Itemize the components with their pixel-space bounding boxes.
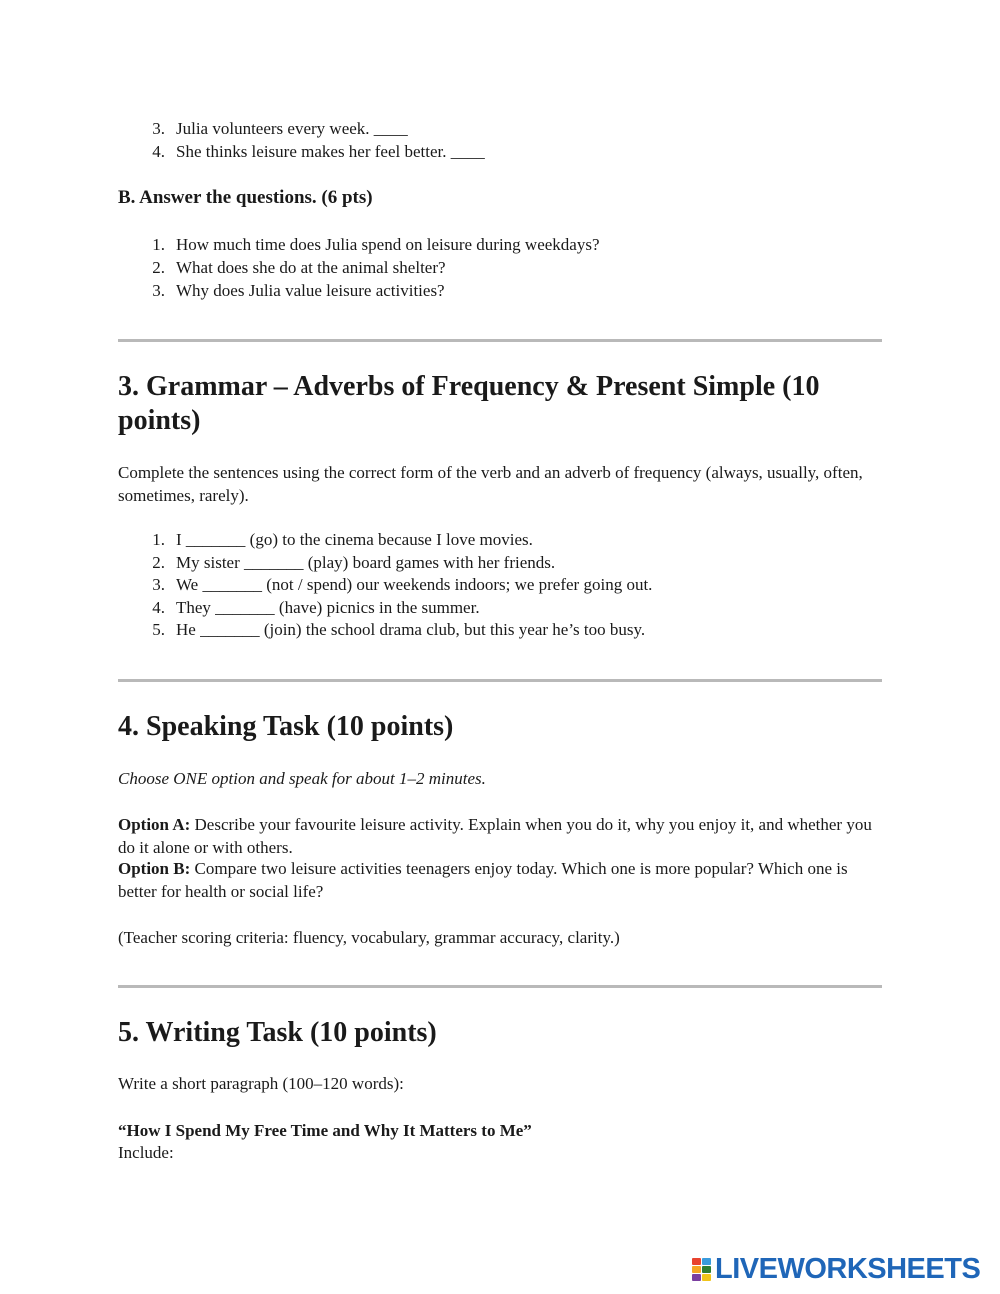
section-divider [118,985,882,988]
logo-text: LIVEWORKSHEETS [715,1252,981,1285]
list-item: 3. Why does Julia value leisure activities? [152,281,445,300]
list-item: 3. We _______ (not / spend) our weekends indoors; we prefer going out. [152,575,653,594]
scoring-criteria: (Teacher scoring criteria: fluency, vocabulary, grammar accuracy, clarity.) [118,928,620,947]
liveworksheets-logo [692,1254,980,1284]
list-item: 2. What does she do at the animal shelter? [152,258,446,277]
section-divider [118,339,882,342]
section-5-heading: 5. Writing Task (10 points) [118,1017,437,1048]
logo-tiles-icon [692,1258,711,1281]
writing-title: “How I Spend My Free Time and Why It Matters to Me” [118,1121,532,1140]
part-b-heading: B. Answer the questions. (6 pts) [118,187,373,208]
option-b-label: Option B: [118,859,191,878]
option-b: Option B: Compare two leisure activities teenagers enjoy today. Which one is more popular? Which one is better for health or social life? [118,859,848,901]
list-item: 1. How much time does Julia spend on leisure during weekdays? [152,235,600,254]
option-a: Option A: Describe your favourite leisure activity. Explain when you do it, why you enjoy it, and whether you do it alone or with others. [118,815,872,857]
list-item: 4. She thinks leisure makes her feel better. ____ [152,142,485,161]
section-divider [118,679,882,682]
section-3-instruction: Complete the sentences using the correct form of the verb and an adverb of frequency (always, usually, often, sometimes, rarely). [118,463,863,505]
option-a-label: Option A: [118,815,191,834]
section-4-heading: 4. Speaking Task (10 points) [118,711,454,742]
section-3-heading: 3. Grammar – Adverbs of Frequency & Present Simple (10 points) [118,371,820,436]
section-5-instruction: Write a short paragraph (100–120 words): [118,1074,404,1093]
include-label: Include: [118,1143,174,1162]
list-item: 3. Julia volunteers every week. ____ [152,119,408,138]
list-item: 5. He _______ (join) the school drama club, but this year he’s too busy. [152,620,646,639]
list-item: 2. My sister _______ (play) board games with her friends. [152,553,556,572]
section-4-instruction: Choose ONE option and speak for about 1–2 minutes. [118,769,486,788]
list-item: 4. They _______ (have) picnics in the summer. [152,598,480,617]
list-item: 1. I _______ (go) to the cinema because I love movies. [152,530,533,549]
